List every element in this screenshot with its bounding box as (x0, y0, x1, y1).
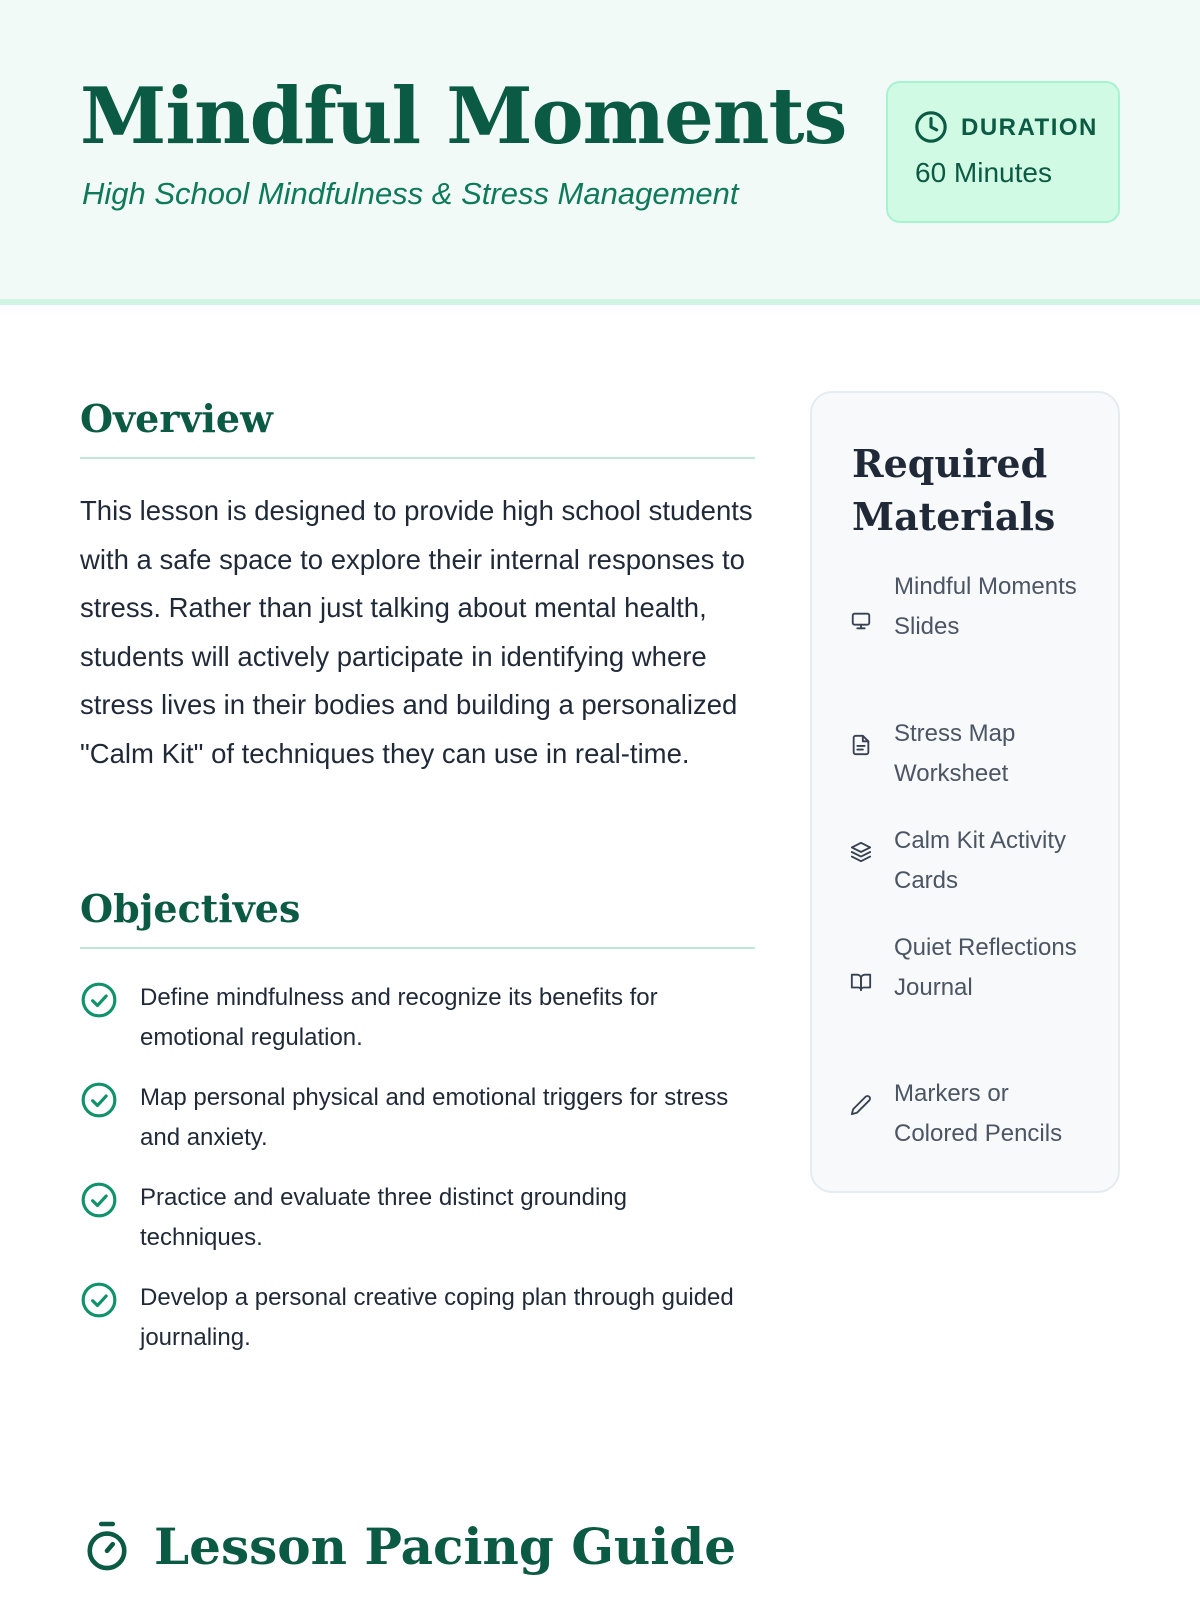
check-circle-icon (80, 1081, 118, 1119)
check-circle-icon (80, 981, 118, 1019)
materials-title: Required Materials (852, 441, 1056, 539)
duration-label: DURATION (961, 114, 1098, 141)
check-circle-icon (80, 1181, 118, 1219)
overview-heading: Overview (80, 396, 273, 441)
objective-text: Define mindfulness and recognize its benefits for emotional regulation. (140, 984, 658, 1051)
check-circle-icon (80, 1281, 118, 1319)
page-title: Mindful Moments (80, 71, 847, 162)
page-subtitle: High School Mindfulness & Stress Management (82, 176, 739, 211)
pacing-title: Lesson Pacing Guide (154, 1517, 737, 1576)
material-label: Stress Map Worksheet (894, 720, 1016, 787)
material-label: Mindful Moments Slides (894, 573, 1077, 640)
pencil-icon (850, 1094, 872, 1116)
overview-text: This lesson is designed to provide high school students with a safe space to explore their internal responses to stress. Rather than just talking about mental health, students will actively participate in identifying where stress lives in their bodies and building a personalized "Calm Kit" of techniques they can use in real-time. (80, 495, 753, 769)
lesson-header (0, 0, 1200, 305)
objective-text: Map personal physical and emotional triggers for stress and anxiety. (140, 1084, 729, 1151)
document-icon (850, 734, 872, 756)
material-label: Calm Kit Activity Cards (894, 827, 1067, 894)
objective-text: Develop a personal creative coping plan through guided journaling. (140, 1284, 734, 1351)
presentation-icon (850, 610, 872, 632)
stopwatch-icon (84, 1520, 130, 1574)
objective-text: Practice and evaluate three distinct grounding techniques. (140, 1184, 627, 1251)
clock-icon (914, 110, 948, 144)
objectives-heading: Objectives (80, 886, 301, 931)
material-label: Quiet Reflections Journal (894, 934, 1077, 1001)
book-icon (850, 971, 872, 993)
duration-badge (886, 81, 1120, 223)
objectives-divider (80, 947, 755, 949)
duration-value: 60 Minutes (915, 157, 1052, 188)
layers-icon (850, 841, 872, 863)
overview-divider (80, 457, 755, 459)
material-label: Markers or Colored Pencils (894, 1080, 1063, 1147)
required-materials-card (810, 391, 1120, 1193)
